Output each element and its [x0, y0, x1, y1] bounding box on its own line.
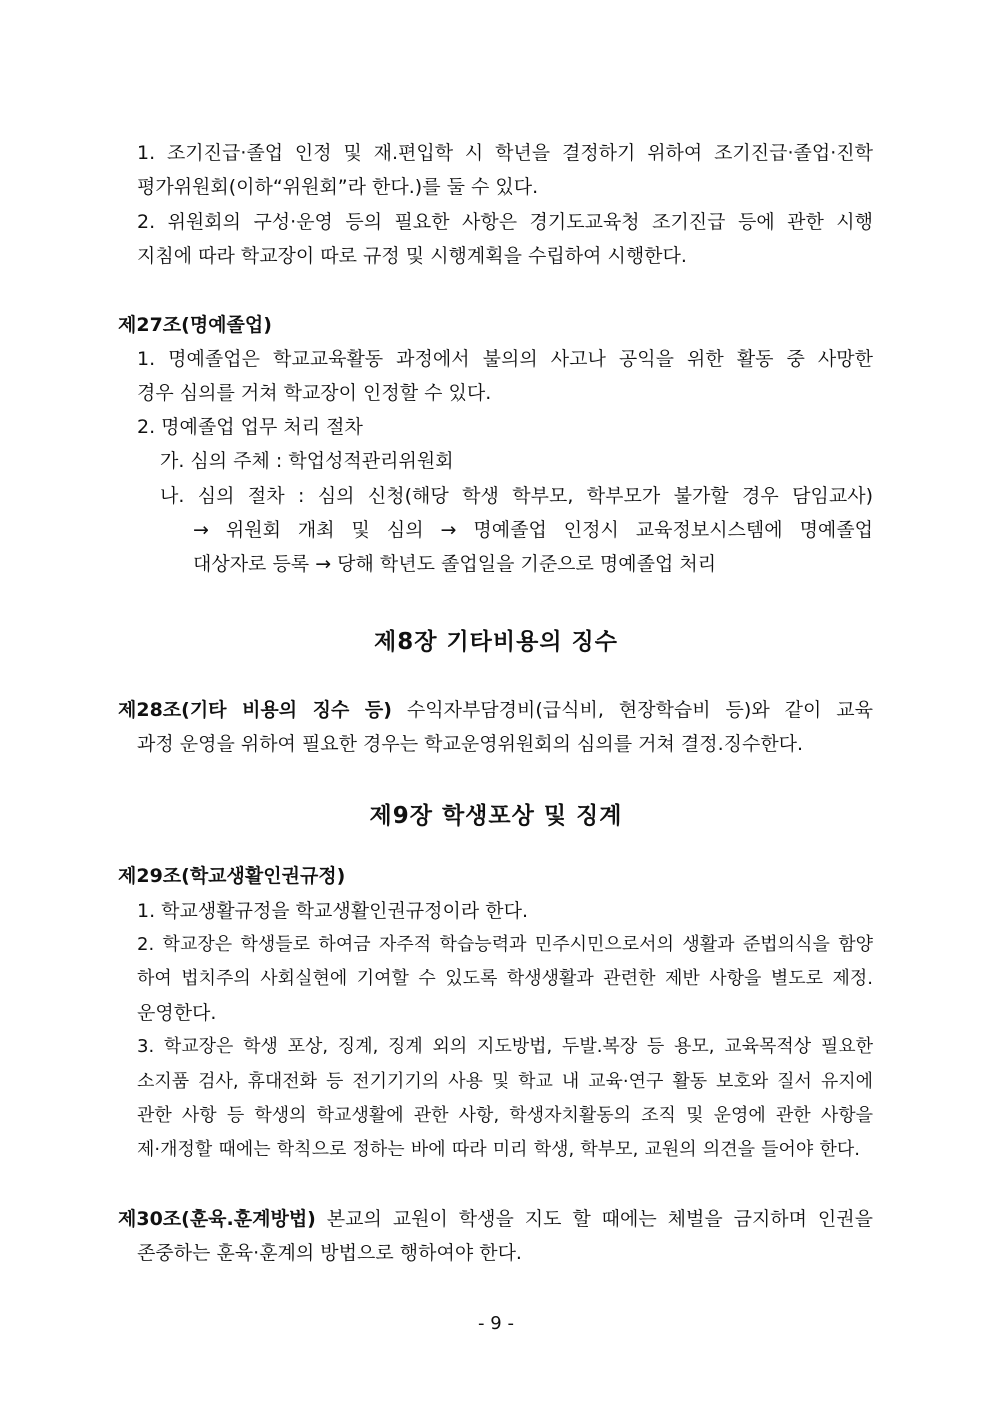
art29-item3-line2: 소지품 검사, 휴대전화 등 전기기기의 사용 및 학교 내 교육·연구 활동 보호와 질서 유지에 — [137, 1071, 873, 1092]
art30-text-line1: 본교의 교원이 학생을 지도 할 때에는 체벌을 금지하며 인권을 — [315, 1208, 873, 1230]
art28-text-line1: 수익자부담경비(급식비, 현장학습비 등)와 같이 교육 — [391, 699, 873, 721]
chapter9-heading: 제9장 학생포상 및 징계 — [369, 803, 623, 829]
art29-item1: 1. 학교생활규정을 학교생활인권규정이라 한다. — [137, 900, 529, 922]
art27-title: 제27조(명예졸업) — [118, 314, 272, 336]
art28-line1 — [118, 697, 873, 723]
art29-item2-line2: 하여 법치주의 사회실현에 기여할 수 있도록 학생생활과 관련한 제반 사항을 별도로 제정. — [137, 968, 873, 989]
art30-title: 제30조(훈육.훈계방법) — [118, 1208, 316, 1230]
art27-item1-line1: 1. 명예졸업은 학교교육활동 과정에서 불의의 사고나 공익을 위한 활동 중 사망한 — [137, 348, 873, 370]
art30-line1 — [118, 1206, 873, 1232]
art30-text-line2: 존중하는 훈육·훈계의 방법으로 행하여야 한다. — [137, 1242, 522, 1264]
art27-sub-na-line3: 대상자로 등록 → 당해 학년도 졸업일을 기준으로 명예졸업 처리 — [193, 553, 717, 575]
art29-item2-line3: 운영한다. — [137, 1002, 217, 1024]
art26-item1-line1: 1. 조기진급·졸업 인정 및 재.편입학 시 학년을 결정하기 위하여 조기진급·졸업·진학 — [137, 142, 873, 164]
art26-item2-line1: 2. 위원회의 구성·운영 등의 필요한 사항은 경기도교육청 조기진급 등에 관한 시행 — [137, 211, 873, 233]
page-number: - 9 - — [478, 1313, 514, 1334]
art29-title: 제29조(학교생활인권규정) — [118, 865, 346, 887]
art27-item1-line2: 경우 심의를 거쳐 학교장이 인정할 수 있다. — [137, 382, 492, 404]
art29-item2-line1: 2. 학교장은 학생들로 하여금 자주적 학습능력과 민주시민으로서의 생활과 준법의식을 함양 — [137, 934, 873, 955]
art28-text-line2: 과정 운영을 위하여 필요한 경우는 학교운영위원회의 심의를 거쳐 결정.징수한다. — [137, 733, 804, 755]
art27-sub-ga: 가. 심의 주체 : 학업성적관리위원회 — [160, 450, 454, 472]
art26-item2-line2: 지침에 따라 학교장이 따로 규정 및 시행계획을 수립하여 시행한다. — [137, 245, 687, 267]
art29-item3-line3: 관한 사항 등 학생의 학교생활에 관한 사항, 학생자치활동의 조직 및 운영에 관한 사항을 — [137, 1105, 873, 1126]
art26-item1-line2: 평가위원회(이하“위원회”라 한다.)를 둘 수 있다. — [137, 176, 539, 198]
art27-sub-na-line2: → 위원회 개최 및 심의 → 명예졸업 인정시 교육정보시스템에 명예졸업 — [193, 519, 873, 541]
art29-item3-line4: 제·개정할 때에는 학칙으로 정하는 바에 따라 미리 학생, 학부모, 교원의 의견을 들어야 한다. — [137, 1139, 860, 1160]
art27-sub-na-line1: 나. 심의 절차 : 심의 신청(해당 학생 학부모, 학부모가 불가할 경우 담임교사) — [160, 485, 873, 507]
art27-item2: 2. 명예졸업 업무 처리 절차 — [137, 416, 363, 438]
chapter8-heading: 제8장 기타비용의 징수 — [374, 629, 618, 655]
art28-title: 제28조(기타 비용의 징수 등) — [118, 699, 392, 721]
art29-item3-line1: 3. 학교장은 학생 포상, 징계, 징계 외의 지도방법, 두발.복장 등 용모, 교육목적상 필요한 — [137, 1036, 873, 1057]
